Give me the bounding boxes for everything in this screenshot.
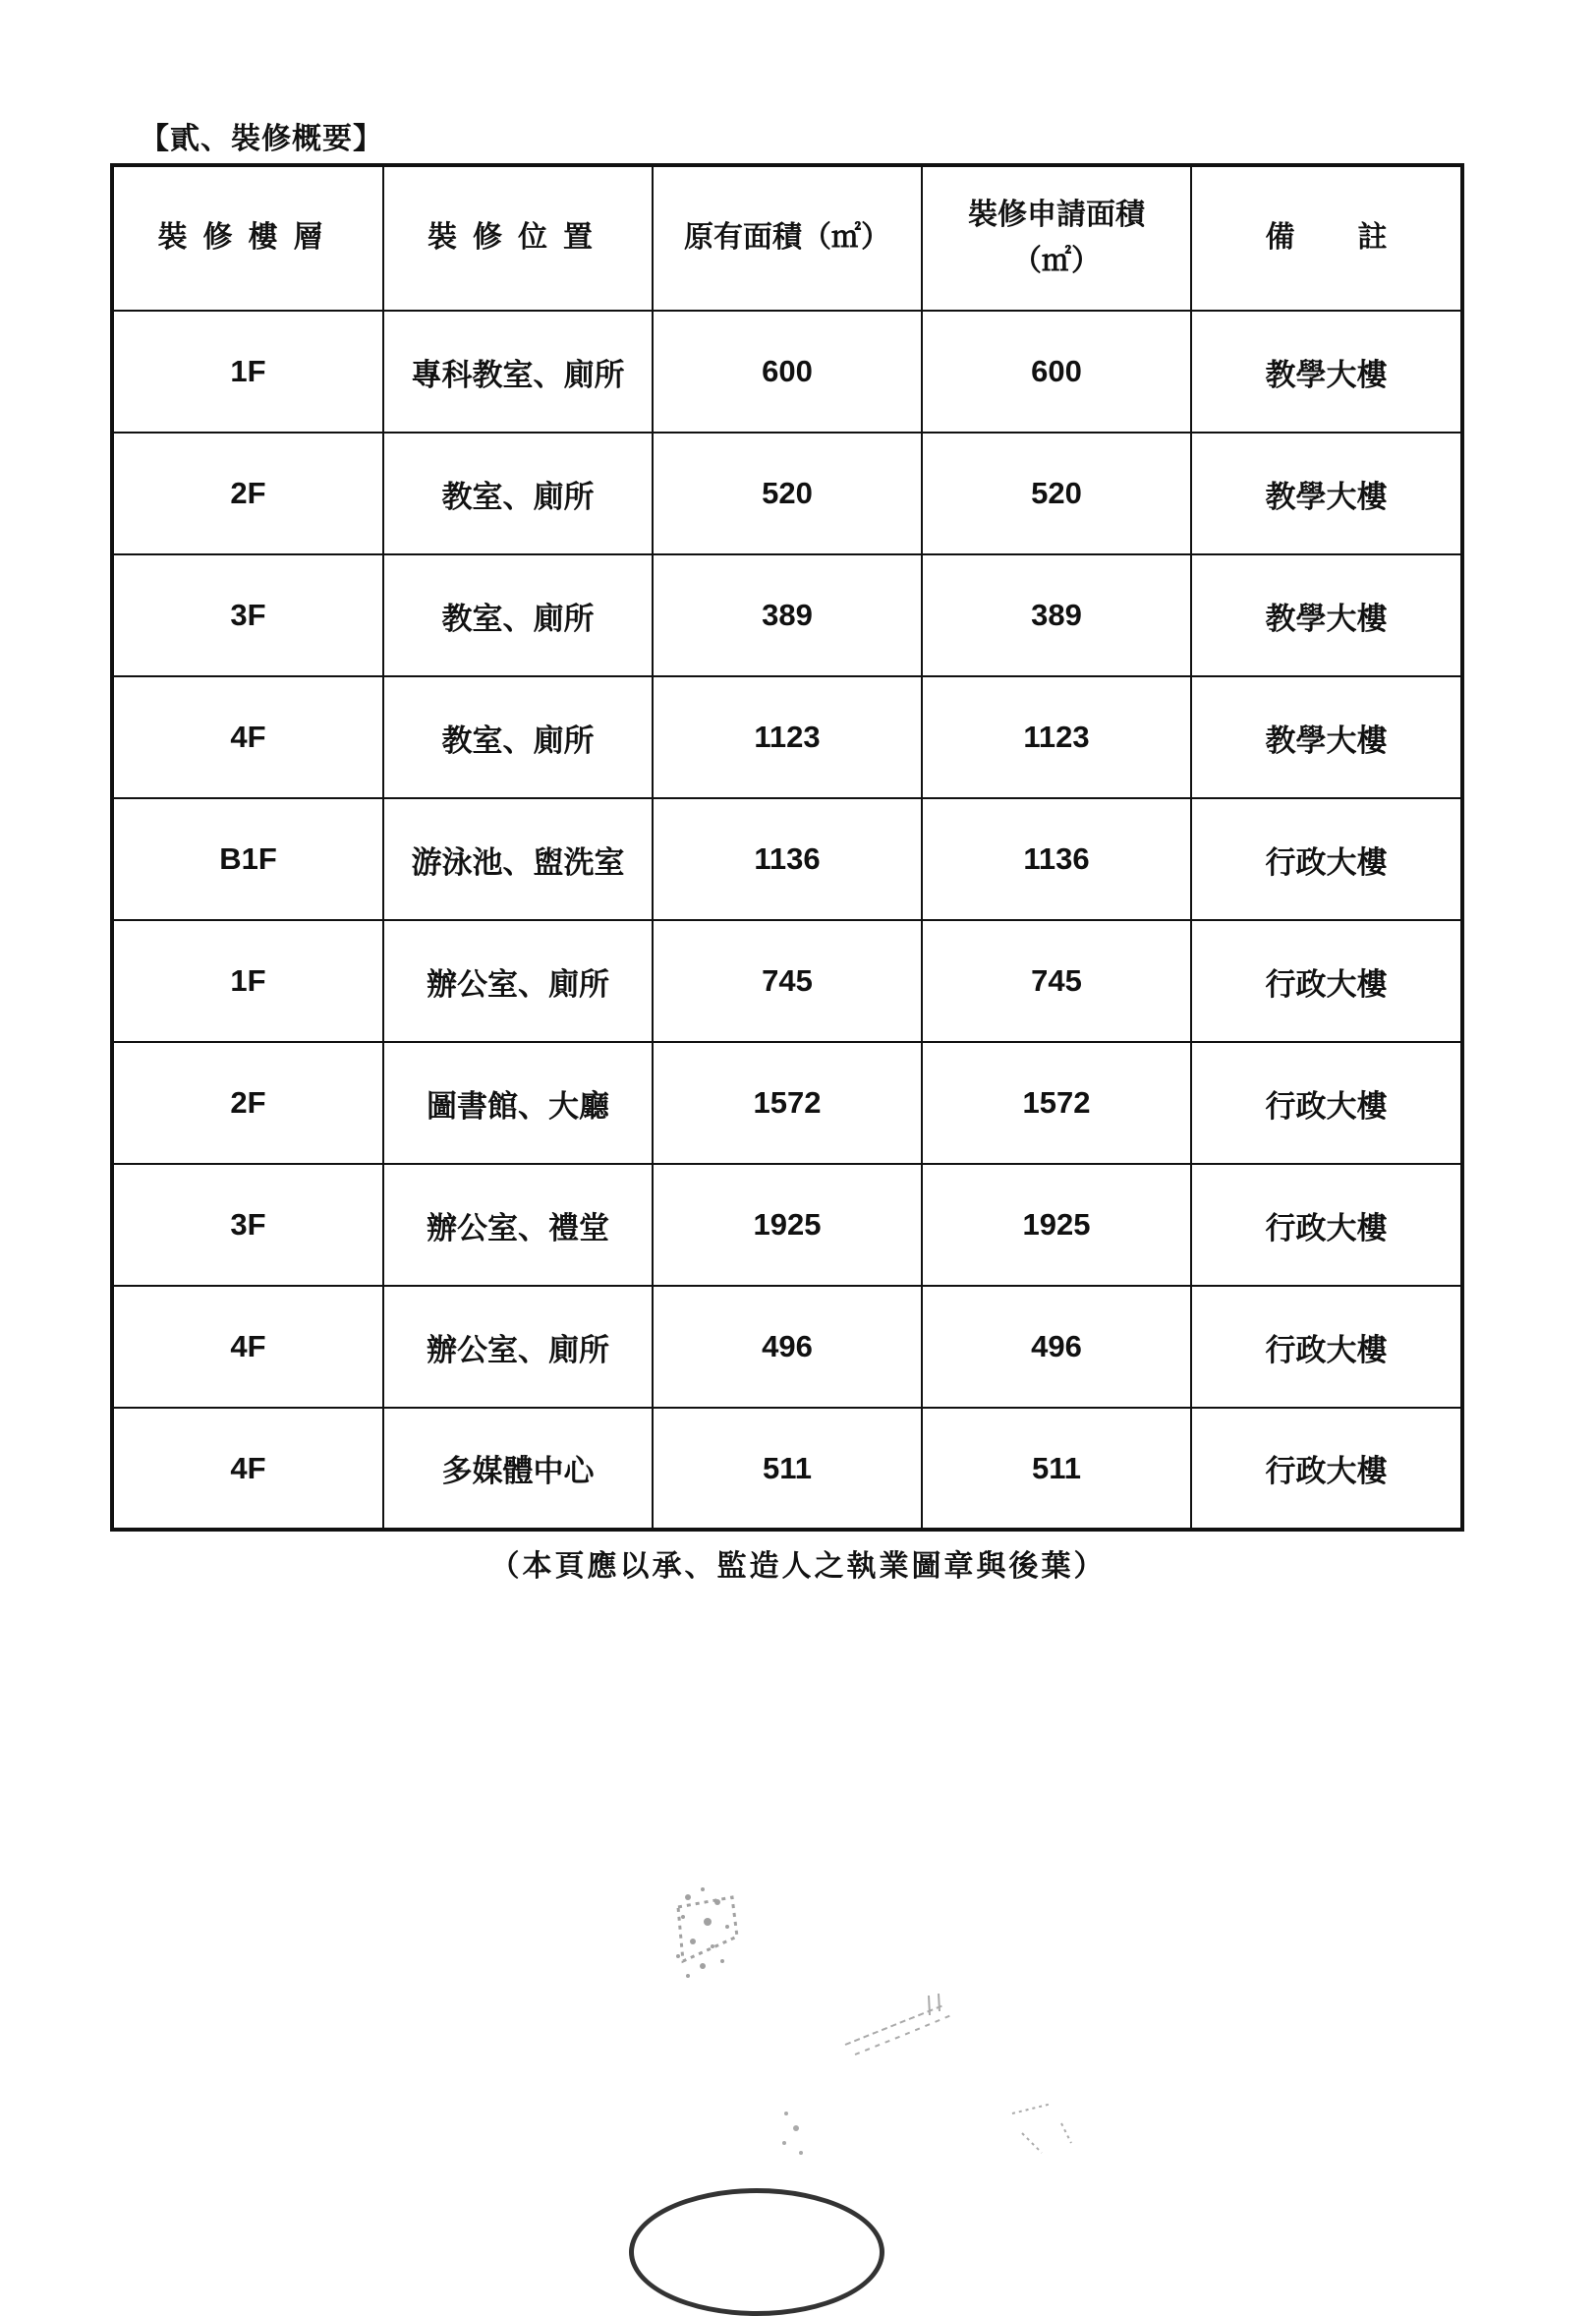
- cell-applied-area: 1123: [922, 676, 1191, 798]
- cell-original-area: 511: [653, 1408, 922, 1530]
- table-row: [112, 1042, 1462, 1164]
- cell-remark: 行政大樓: [1191, 798, 1462, 920]
- header-applied-area-line1: 裝修申請面積: [968, 198, 1145, 232]
- cell-remark: 教學大樓: [1191, 554, 1462, 676]
- cell-applied-area: 389: [922, 554, 1191, 676]
- cell-remark: 行政大樓: [1191, 920, 1462, 1042]
- cell-applied-area: 520: [922, 433, 1191, 554]
- table-row: [112, 920, 1462, 1042]
- cell-remark: 教學大樓: [1191, 676, 1462, 798]
- cell-original-area: 1136: [653, 798, 922, 920]
- header-floor: 裝修樓層: [112, 165, 383, 311]
- cell-original-area: 1123: [653, 676, 922, 798]
- cell-location: 辦公室、廁所: [383, 920, 653, 1042]
- cell-applied-area: 745: [922, 920, 1191, 1042]
- cell-floor: 2F: [112, 1042, 383, 1164]
- cell-floor: 3F: [112, 554, 383, 676]
- cell-location: 辦公室、禮堂: [383, 1164, 653, 1286]
- cell-location: 多媒體中心: [383, 1408, 653, 1530]
- cell-applied-area: 1925: [922, 1164, 1191, 1286]
- cell-original-area: 1925: [653, 1164, 922, 1286]
- header-location: 裝修位置: [383, 165, 653, 311]
- cell-original-area: 496: [653, 1286, 922, 1408]
- cell-original-area: 1572: [653, 1042, 922, 1164]
- cell-floor: 1F: [112, 920, 383, 1042]
- faint-mark-left: [767, 2094, 835, 2172]
- cell-original-area: 389: [653, 554, 922, 676]
- cell-floor: 3F: [112, 1164, 383, 1286]
- header-applied-area-line2: （㎡）: [1012, 243, 1101, 278]
- cell-floor: 4F: [112, 676, 383, 798]
- cell-floor: 4F: [112, 1408, 383, 1530]
- cell-location: 游泳池、盥洗室: [383, 798, 653, 920]
- footnote: （本頁應以承、監造人之執業圖章與後葉）: [489, 1549, 1107, 1584]
- cell-remark: 行政大樓: [1191, 1286, 1462, 1408]
- cell-applied-area: 511: [922, 1408, 1191, 1530]
- cell-floor: 4F: [112, 1286, 383, 1408]
- cell-location: 教室、廁所: [383, 433, 653, 554]
- cell-location: 圖書館、大廳: [383, 1042, 653, 1164]
- cell-applied-area: 1572: [922, 1042, 1191, 1164]
- cell-floor: B1F: [112, 798, 383, 920]
- cell-remark: 教學大樓: [1191, 311, 1462, 433]
- header-remark-right: 註: [1357, 220, 1388, 256]
- header-remark: [1191, 165, 1462, 311]
- faint-mark-right: [993, 2084, 1091, 2172]
- cell-original-area: 745: [653, 920, 922, 1042]
- table-row: [112, 311, 1462, 433]
- table-row: [112, 433, 1462, 554]
- cell-floor: 2F: [112, 433, 383, 554]
- section-title: 【貳、裝修概要】: [140, 122, 383, 156]
- cell-location: 辦公室、廁所: [383, 1286, 653, 1408]
- table-row: [112, 1408, 1462, 1530]
- cell-remark: 行政大樓: [1191, 1042, 1462, 1164]
- cell-applied-area: 1136: [922, 798, 1191, 920]
- smudged-stamp-mark: [649, 1868, 767, 1996]
- cell-applied-area: 496: [922, 1286, 1191, 1408]
- cell-remark: 行政大樓: [1191, 1164, 1462, 1286]
- partial-seal-mark: [629, 2188, 884, 2316]
- table-row: [112, 1286, 1462, 1408]
- table-row: [112, 798, 1462, 920]
- cell-location: 教室、廁所: [383, 676, 653, 798]
- cell-location: 專科教室、廁所: [383, 311, 653, 433]
- table-row: [112, 554, 1462, 676]
- cell-original-area: 600: [653, 311, 922, 433]
- cell-original-area: 520: [653, 433, 922, 554]
- renovation-summary-table: [110, 163, 1464, 1532]
- cell-floor: 1F: [112, 311, 383, 433]
- table-header-row: [112, 165, 1462, 311]
- header-applied-area: [922, 165, 1191, 311]
- table-row: [112, 1164, 1462, 1286]
- faint-signature-mark: [835, 1986, 963, 2064]
- header-original-area: 原有面積（㎡）: [653, 165, 922, 311]
- table-row: [112, 676, 1462, 798]
- cell-applied-area: 600: [922, 311, 1191, 433]
- cell-location: 教室、廁所: [383, 554, 653, 676]
- cell-remark: 行政大樓: [1191, 1408, 1462, 1530]
- cell-remark: 教學大樓: [1191, 433, 1462, 554]
- header-remark-left: 備: [1265, 220, 1295, 256]
